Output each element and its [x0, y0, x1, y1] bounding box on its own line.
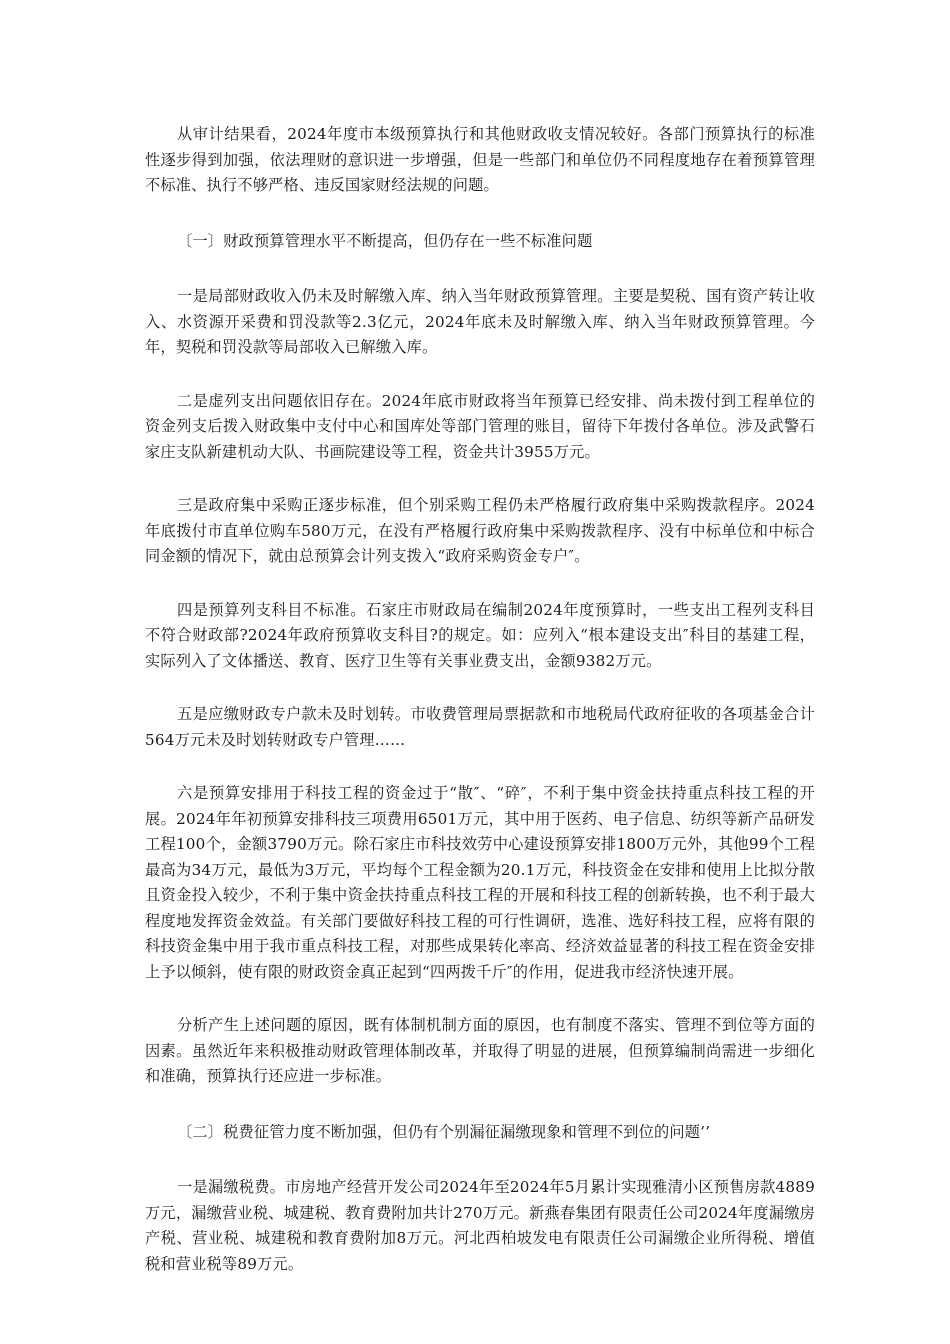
body-paragraph: 一是局部财政收入仍未及时解缴入库、纳入当年财政预算管理。主要是契税、国有资产转让收入、水资源开采费和罚没款等2.3亿元，2024年底未及时解缴入库、纳入当年财政预算管理。今年，契税和罚没款等局部收入已解缴入库。	[145, 287, 815, 356]
body-paragraph: 分析产生上述问题的原因，既有体制机制方面的原因，也有制度不落实、管理不到位等方面的因素。虽然近年来积极推动财政管理体制改革，并取得了明显的进展，但预算编制尚需进一步细化和准确，预算执行还应进一步标准。	[145, 1016, 815, 1085]
document-body	[145, 122, 815, 1277]
body-paragraph: 五是应缴财政专户款未及时划转。市收费管理局票据款和市地税局代政府征收的各项基金合计564万元未及时划转财政专户管理……	[145, 705, 815, 749]
section-heading-1: 〔一〕财政预算管理水平不断提高，但仍存在一些不标准问题	[177, 231, 593, 250]
body-paragraph: 二是虚列支出问题依旧存在。2024年底市财政将当年预算已经安排、尚未拨付到工程单位的资金列支后拨入财政集中支付中心和国库处等部门管理的账目，留待下年拨付各单位。涉及武警石家庄支队新建机动大队、书画院建设等工程，资金共计3955万元。	[145, 391, 815, 461]
body-paragraph: 四是预算列支科目不标准。石家庄市财政局在编制2024年度预算时，一些支出工程列支科目不符合财政部?2024年政府预算收支科目?的规定。如：应列入“根本建设支出″科目的基建工程，实际列入了文体播送、教育、医疗卫生等有关事业费支出，金额9382万元。	[145, 600, 815, 670]
body-paragraph: 六是预算安排用于科技工程的资金过于“散″、“碎″，不利于集中资金扶持重点科技工程的开展。2024年年初预算安排科技三项费用6501万元，其中用于医药、电子信息、纺织等新产品研发工程100个，金额3790万元。除石家庄市科技效劳中心建设预算安排1800万元外，其他99个工程最高为34万元，最低为3万元，平均每个工程金额为20.1万元，科技资金在安排和使用上比拟分散且资金投入较少，不利于集中资金扶持重点科技工程的开展和科技工程的创新转换，也不利于最大程度地发挥资金效益。有关部门要做好科技工程的可行性调研，选准、选好科技工程，应将有限的科技资金集中用于我市重点科技工程，对那些成果转化率高、经济效益显著的科技工程在资金安排上予以倾斜，使有限的财政资金真正起到“四两拨千斤″的作用，促进我市经济快速开展。	[145, 784, 815, 981]
body-paragraph: 三是政府集中采购正逐步标准，但个别采购工程仍未严格履行政府集中采购拨款程序。2024年底拨付市直单位购车580万元，在没有严格履行政府集中采购拨款程序、没有中标单位和中标合同金额的情况下，就由总预算会计列支拨入“政府采购资金专户″。	[145, 496, 815, 565]
section-heading-2: 〔二〕税费征管力度不断加强，但仍有个别漏征漏缴现象和管理不到位的问题’’	[177, 1122, 711, 1141]
body-paragraph: 一是漏缴税费。市房地产经营开发公司2024年至2024年5月累计实现雅清小区预售房款4889万元，漏缴营业税、城建税、教育费附加共计270万元。新燕春集团有限责任公司2024年度漏缴房产税、营业税、城建税和教育费附加8万元。河北西柏坡发电有限责任公司漏缴企业所得税、增值税和营业税等89万元。	[145, 1178, 815, 1273]
intro-paragraph: 从审计结果看，2024年度市本级预算执行和其他财政收支情况较好。各部门预算执行的标准性逐步得到加强，依法理财的意识进一步增强，但是一些部门和单位仍不同程度地存在着预算管理不标准、执行不够严格、违反国家财经法规的问题。	[145, 125, 815, 194]
